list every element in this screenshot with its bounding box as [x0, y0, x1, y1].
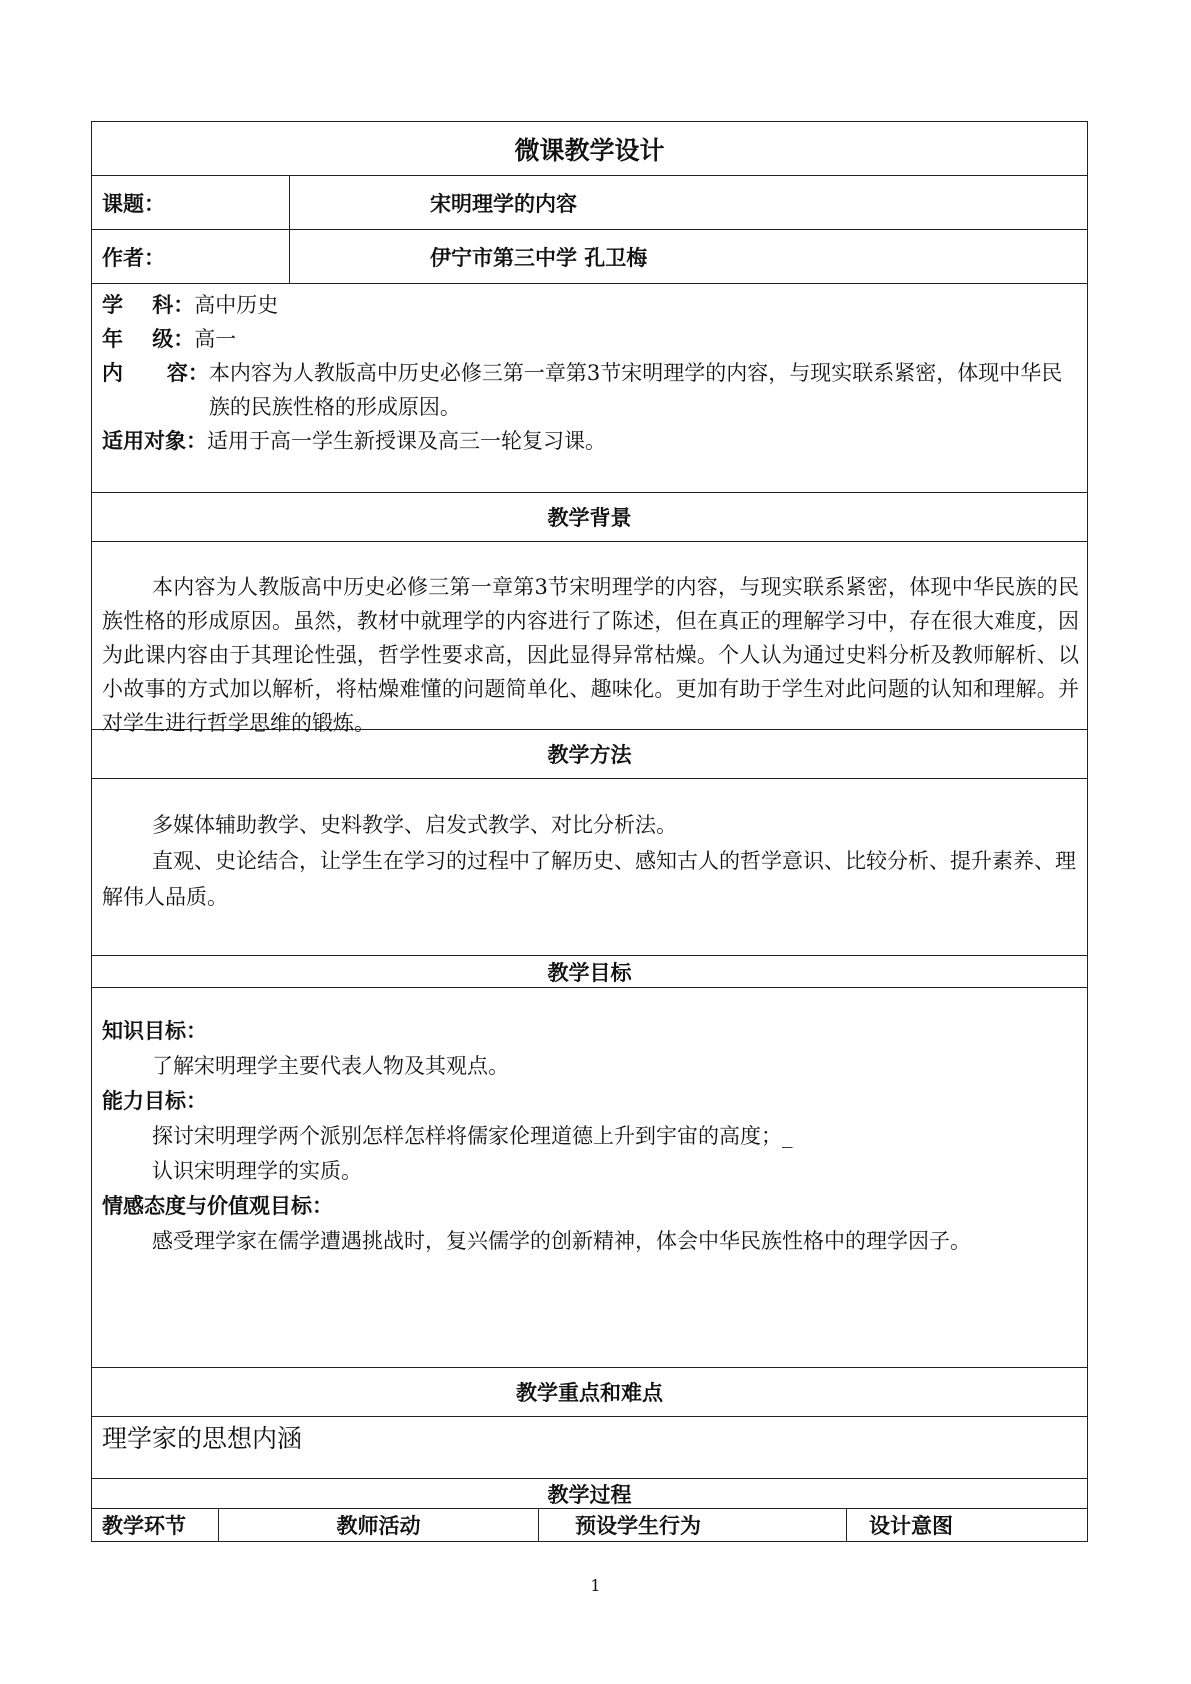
emotion-goal-label: 情感态度与价值观目标：: [102, 1194, 333, 1218]
ability-goal-label: 能力目标：: [102, 1089, 207, 1113]
author-label: 作者：: [92, 230, 290, 283]
info-section: [92, 284, 1087, 493]
ability-goal-item: 认识宋明理学的实质。: [152, 1159, 362, 1183]
goals-section: [92, 988, 1087, 1368]
goals-heading: 教学目标: [92, 956, 1087, 988]
audience-line: [102, 424, 1077, 458]
page-number: 1: [590, 1576, 601, 1595]
topic-label: 课题：: [92, 176, 290, 229]
process-column-intent: 设计意图: [869, 1514, 953, 1538]
document-title: 微课教学设计: [92, 122, 1087, 176]
author-row: [92, 230, 1087, 284]
method-heading: 教学方法: [92, 730, 1087, 779]
method-paragraph: 直观、史论结合，让学生在学习的过程中了解历史、感知古人的哲学意识、比较分析、提升素养、理解伟人品质。: [102, 849, 1076, 909]
method-paragraph: 多媒体辅助教学、史料教学、启发式教学、对比分析法。: [152, 813, 677, 837]
key-points-heading: 教学重点和难点: [92, 1368, 1087, 1417]
content-text: 本内容为人教版高中历史必修三第一章第3节宋明理学的内容，与现实联系紧密，体现中华民族的民族性格的形成原因。: [208, 361, 1063, 419]
audience-text: 适用于高一学生新授课及高三一轮复习课。: [207, 429, 606, 453]
emotion-goal-item: 感受理学家在儒学遭遇挑战时，复兴儒学的创新精神，体会中华民族性格中的理学因子。: [152, 1229, 971, 1253]
topic-row: [92, 176, 1087, 230]
background-text: 本内容为人教版高中历史必修三第一章第3节宋明理学的内容，与现实联系紧密，体现中华民族的民族性格的形成原因。虽然，教材中就理学的内容进行了陈述，但在真正的理解学习中，存在很大难度，因为此课内容由于其理论性强，哲学性要求高，因此显得异常枯燥。个人认为通过史料分析及教师解析、以小故事的方式加以解析，将枯燥难懂的问题简单化、趣味化。更加有助于学生对此问题的认知和理解。并对学生进行哲学思维的锻炼。: [102, 575, 1079, 735]
ability-goal-item: 探讨宋明理学两个派别怎样怎样将儒家伦理道德上升到宇宙的高度；_: [152, 1124, 793, 1148]
process-heading: 教学过程: [92, 1479, 1087, 1509]
subject-text: 高中历史: [194, 293, 279, 317]
process-column-student: 预设学生行为: [539, 1509, 847, 1541]
grade-text: 高一: [194, 327, 237, 351]
lesson-design-table: [91, 121, 1088, 1542]
grade-label: 年 级：: [102, 327, 195, 351]
method-section: [92, 779, 1087, 956]
process-column-stage: 教学环节: [92, 1509, 219, 1541]
background-heading: 教学背景: [92, 493, 1087, 542]
background-section: [92, 542, 1087, 735]
key-points-text: 理学家的思想内涵: [92, 1417, 1087, 1479]
process-column-teacher: 教师活动: [219, 1509, 539, 1541]
process-header-row: [92, 1509, 1087, 1541]
knowledge-goal-item: 了解宋明理学主要代表人物及其观点。: [152, 1054, 509, 1078]
audience-label: 适用对象：: [102, 429, 207, 453]
author-value: 伊宁市第三中学 孔卫梅: [430, 245, 648, 270]
subject-line: [102, 288, 1077, 322]
content-label: 内 容：: [102, 361, 209, 385]
knowledge-goal-label: 知识目标：: [102, 1019, 207, 1043]
topic-value: 宋明理学的内容: [430, 191, 577, 216]
subject-label: 学 科：: [102, 293, 195, 317]
content-line: [102, 356, 1077, 424]
grade-line: [102, 322, 1077, 356]
